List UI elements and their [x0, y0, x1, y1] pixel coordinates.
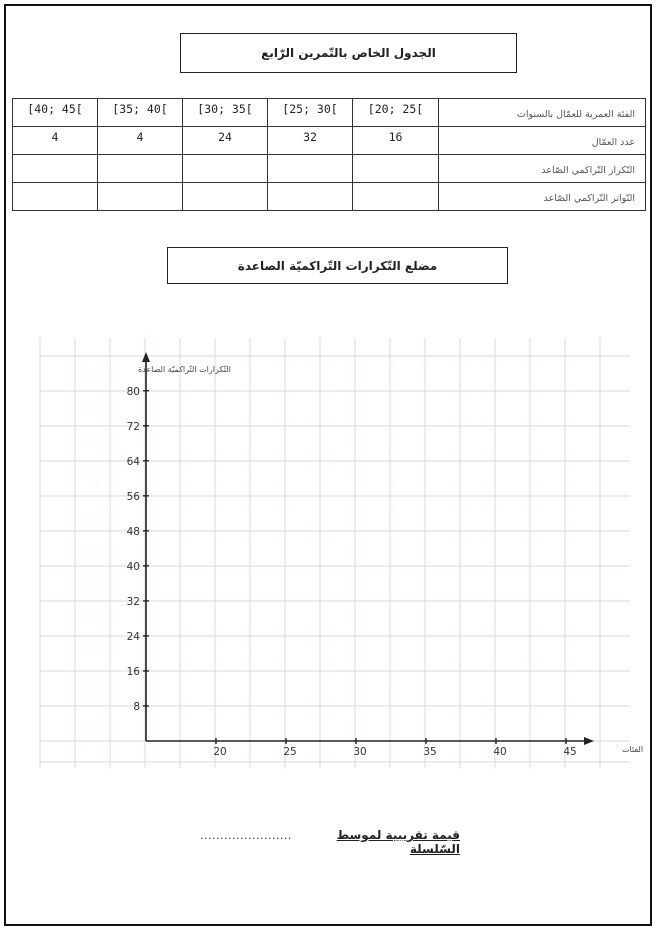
y-tick-label: 40 — [126, 560, 140, 573]
interval-cell: [35; 40[ — [98, 99, 183, 127]
axes — [142, 352, 594, 745]
answer-blank[interactable]: ....................... — [200, 829, 292, 842]
y-tick-label: 56 — [126, 490, 140, 503]
y-axis-label: التّكرارات التّراكميّة الصاعدة — [138, 365, 231, 374]
x-axis-arrow — [584, 737, 594, 745]
x-tick-label: 40 — [493, 746, 507, 758]
workers-cell: 24 — [183, 127, 268, 155]
interval-cell: [20; 25[ — [353, 99, 439, 127]
x-tick-label: 35 — [423, 746, 437, 758]
x-axis-label: الفئات — [622, 745, 644, 754]
interval-cell: [40; 45[ — [13, 99, 98, 127]
x-tick-label: 25 — [283, 746, 297, 758]
cumfreq-label: التّكرار التّراكمي الصّاعد — [439, 155, 646, 183]
interval-cell: [25; 30[ — [268, 99, 353, 127]
workers-cell: 4 — [98, 127, 183, 155]
y-tick-label: 32 — [126, 595, 140, 608]
footer — [200, 828, 460, 856]
intervals-label: الفئة العمرية للعمّال بالسنوات — [439, 99, 646, 127]
x-tick-label: 30 — [353, 746, 367, 758]
chart-title-text: مضلع التّكرارات التّراكميّة الصاعدة — [237, 258, 438, 273]
y-tick-label: 48 — [126, 525, 140, 538]
exercise-title-text: الجدول الخاص بالتّمرين الرّابع — [261, 46, 436, 60]
x-tick-label: 45 — [563, 746, 577, 758]
interval-cell: [30; 35[ — [183, 99, 268, 127]
ticks — [127, 386, 577, 758]
y-tick-label: 72 — [126, 420, 140, 433]
workers-cell: 4 — [13, 127, 98, 155]
workers-label: عدد العمّال — [439, 127, 646, 155]
y-tick-label: 64 — [126, 455, 140, 468]
y-tick-label: 8 — [133, 700, 140, 713]
y-axis-arrow — [142, 352, 150, 362]
workers-cell: 16 — [353, 127, 439, 155]
median-caption: قيمة تقريبية لموسط السّلسلة — [336, 828, 460, 856]
x-tick-label: 20 — [213, 746, 227, 758]
y-tick-label: 16 — [126, 665, 140, 678]
workers-cell: 32 — [268, 127, 353, 155]
cumrel-label: التّواتر التّراكمي الصّاعد — [439, 183, 646, 211]
y-tick-label: 24 — [126, 630, 140, 643]
y-tick-label: 80 — [126, 385, 140, 398]
grid — [40, 338, 630, 768]
